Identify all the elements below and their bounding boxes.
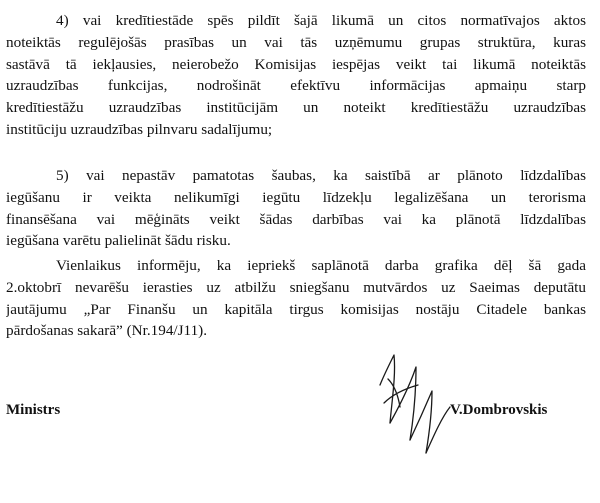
minister-title: Ministrs: [6, 402, 61, 418]
paragraph-line: sastāvā tā iekļausies, neierobežo Komisijas iespējas veikt tai likumā noteiktās: [6, 55, 586, 73]
paragraph-item-5: [6, 165, 586, 252]
paragraph-line: uzraudzības funkcijas, nodrošināt efektīvu informācijas apmaiņu starp: [6, 77, 586, 95]
paragraph-line: 5) vai nepastāv pamatotas šaubas, ka saistībā ar plānoto līdzdalības: [56, 167, 586, 184]
minister-name: V.Dombrovskis: [450, 402, 548, 418]
paragraph-item-4: [6, 10, 586, 141]
paragraph-line: jautājumu „Par Finanšu un kapitāla tirgus komisijas nostāju Citadele bankas: [6, 300, 586, 318]
paragraph-line: 2.oktobrī nevarēšu ierasties uz atbilžu sniegšanu mutvārdos uz Saeimas deputātu: [6, 278, 586, 296]
paragraph-line: iegūšana varētu palielināt šādu risku.: [6, 232, 231, 250]
paragraph-line: 4) vai kredītiestāde spēs pildīt šajā likumā un citos normatīvajos aktos: [56, 12, 586, 29]
paragraph-line: finansēšana vai mēģināts veikt šādas darbības vai ka plānotā līdzdalības: [6, 210, 586, 228]
paragraph-line: institūciju uzraudzības pilnvaru sadalījumu;: [6, 120, 273, 138]
paragraph-line: iegūšanu ir veikta nelikumīgi iegūtu līdzekļu legalizēšana un terorisma: [6, 188, 586, 206]
paragraph-line: pārdošanas sakarā” (Nr.194/J11).: [6, 322, 208, 340]
paragraph-notice: [6, 255, 586, 342]
paragraph-line: kredītiestāžu uzraudzības institūcijām un noteikt kredītiestāžu uzraudzības: [6, 99, 586, 117]
paragraph-line: Vienlaikus informēju, ka iepriekš saplānotā darba grafika dēļ šā gada: [56, 257, 586, 274]
paragraph-line: noteiktās regulējošās prasības un vai tās uzņēmumu grupas struktūra, kuras: [6, 33, 586, 51]
